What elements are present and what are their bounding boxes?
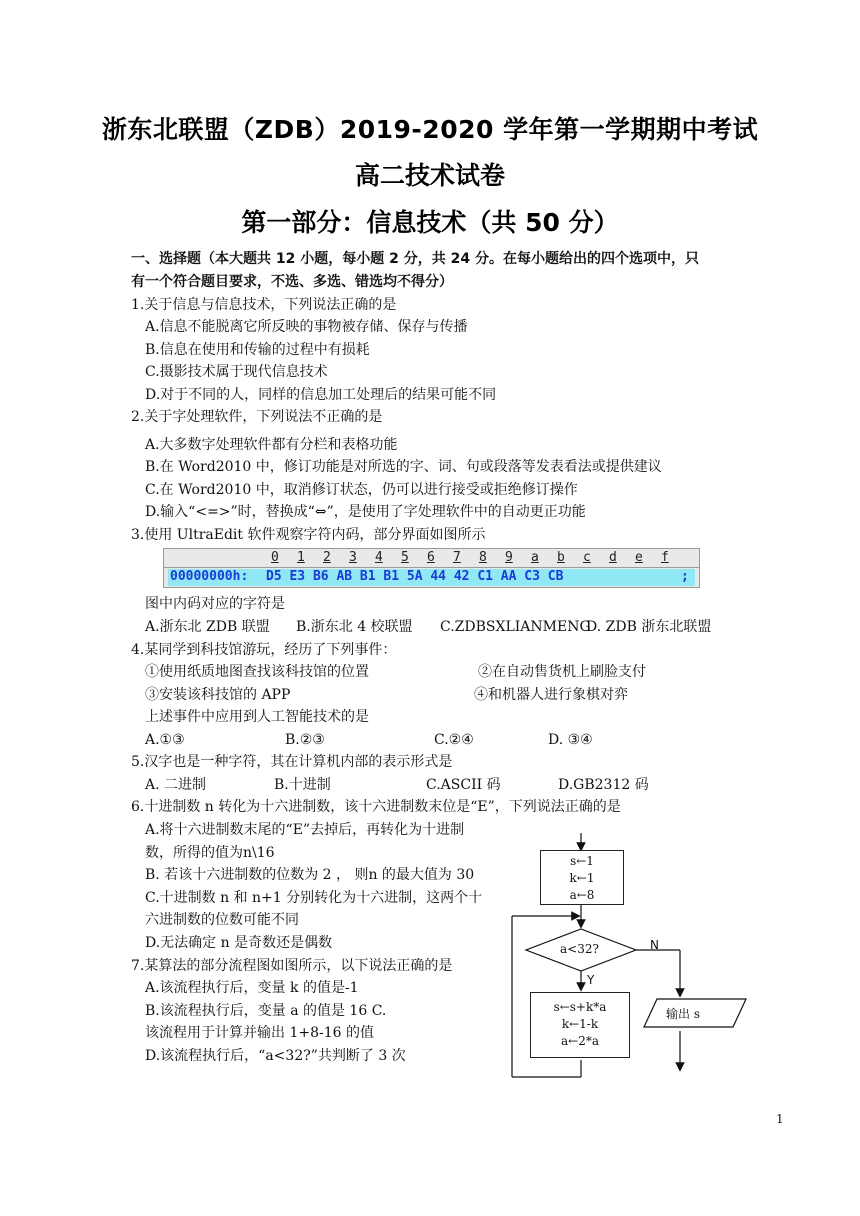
hex-col-8: 8 bbox=[479, 550, 487, 565]
hex-col-0: 0 bbox=[271, 550, 279, 565]
hex-bytes: D5 E3 B6 AB B1 B1 5A 44 42 C1 AA C3 CB bbox=[266, 569, 564, 584]
q3-option-d: D. ZDB 浙东北联盟 bbox=[586, 619, 712, 635]
flowchart-body-line-1: s←s+k*a bbox=[553, 1000, 607, 1014]
q7-option-d: D.该流程执行后，“a<32?”共判断了 3 次 bbox=[145, 1048, 406, 1064]
q4-event-2: ②在自动售货机上刷脸支付 bbox=[478, 664, 646, 680]
hex-col-9: 9 bbox=[505, 550, 513, 565]
q3-option-a: A.浙东北 ZDB 联盟 bbox=[145, 619, 270, 635]
hex-col-d: d bbox=[609, 550, 617, 565]
part-title: 第一部分：信息技术（共 50 分） bbox=[241, 208, 619, 237]
hex-address: 00000000h: bbox=[170, 569, 249, 584]
hex-col-5: 5 bbox=[401, 550, 409, 565]
q7-option-c: 该流程用于计算并输出 1+8-16 的值 bbox=[145, 1025, 374, 1041]
q6-option-c-line2: 六进制数的位数可能不同 bbox=[145, 912, 299, 928]
q2-stem: 2.关于字处理软件，下列说法不正确的是 bbox=[131, 409, 383, 425]
q1-option-b: B.信息在使用和传输的过程中有损耗 bbox=[145, 342, 370, 358]
hex-col-6: 6 bbox=[427, 550, 435, 565]
flowchart-init-line-3: a←8 bbox=[569, 888, 595, 902]
q5-option-c: C.ASCII 码 bbox=[426, 777, 501, 793]
flowchart-body-line-3: a←2*a bbox=[561, 1034, 599, 1048]
q4-subquestion: 上述事件中应用到人工智能技术的是 bbox=[145, 709, 369, 725]
hex-col-7: 7 bbox=[453, 550, 461, 565]
q3-subquestion: 图中内码对应的字符是 bbox=[145, 596, 285, 612]
q2-option-b: B.在 Word2010 中，修订功能是对所选的字、词、句或段落等发表看法或提供建议 bbox=[145, 459, 662, 475]
q2-option-c: C.在 Word2010 中，取消修订状态，仍可以进行接受或拒绝修订操作 bbox=[145, 482, 578, 498]
hex-col-1: 1 bbox=[297, 550, 305, 565]
q7-option-a: A.该流程执行后，变量 k 的值是-1 bbox=[145, 980, 359, 996]
hex-col-a: a bbox=[531, 550, 539, 565]
q4-option-b: B.②③ bbox=[285, 732, 325, 748]
q6-option-a-line1: A.将十六进制数末尾的“E”去掉后，再转化为十进制 bbox=[145, 822, 465, 838]
hex-ascii-end: ; bbox=[681, 569, 689, 584]
hex-col-e: e bbox=[635, 550, 643, 565]
q6-stem: 6.十进制数 n 转化为十六进制数，该十六进制数末位是“E”，下列说法正确的是 bbox=[131, 799, 621, 815]
q7-option-b: B.该流程执行后，变量 a 的值是 16 C. bbox=[145, 1003, 387, 1019]
q1-stem: 1.关于信息与信息技术，下列说法正确的是 bbox=[131, 297, 397, 313]
q5-option-b: B.十进制 bbox=[274, 777, 331, 793]
exam-subtitle: 高二技术试卷 bbox=[354, 161, 505, 190]
flowchart-init-box bbox=[540, 850, 624, 905]
section-instruction-line1: 一、选择题（本大题共 12 小题，每小题 2 分，共 24 分。在每小题给出的四个选项中，只 bbox=[131, 251, 699, 267]
hex-col-3: 3 bbox=[349, 550, 357, 565]
hex-col-2: 2 bbox=[323, 550, 331, 565]
flowchart-body-line-2: k←1-k bbox=[561, 1017, 599, 1031]
q4-stem: 4.某同学到科技馆游玩，经历了下列事件： bbox=[131, 642, 397, 658]
page-number: 1 bbox=[776, 1112, 784, 1126]
q1-option-a: A.信息不能脱离它所反映的事物被存储、保存与传播 bbox=[145, 319, 468, 335]
q5-stem: 5.汉字也是一种字符，其在计算机内部的表示形式是 bbox=[131, 754, 453, 770]
q2-option-a: A.大多数字处理软件都有分栏和表格功能 bbox=[145, 437, 398, 453]
q1-option-c: C.摄影技术属于现代信息技术 bbox=[145, 364, 328, 380]
q3-option-c: C.ZDBSXLIANMENG bbox=[440, 619, 591, 635]
flowchart-condition: a<32? bbox=[560, 942, 599, 956]
flowchart-init-line-2: k←1 bbox=[569, 871, 595, 885]
hex-col-b: b bbox=[557, 550, 565, 565]
q4-event-4: ④和机器人进行象棋对弈 bbox=[474, 687, 628, 703]
q3-option-b: B.浙东北 4 校联盟 bbox=[296, 619, 413, 635]
q2-option-d: D.输入“<=>”时，替换成“⇔”，是使用了字处理软件中的自动更正功能 bbox=[145, 504, 586, 520]
hex-col-c: c bbox=[583, 550, 591, 565]
q4-option-a: A.①③ bbox=[145, 732, 185, 748]
q5-option-a: A. 二进制 bbox=[145, 777, 207, 793]
exam-title: 浙东北联盟（ZDB）2019-2020 学年第一学期期中考试 bbox=[101, 115, 759, 144]
q4-event-3: ③安装该科技馆的 APP bbox=[145, 687, 291, 703]
hex-col-f: f bbox=[661, 550, 669, 565]
flowchart-loop-body bbox=[530, 992, 630, 1058]
q6-option-c-line1: C.十进制数 n 和 n+1 分别转化为十六进制，这两个十 bbox=[145, 890, 483, 906]
q1-option-d: D.对于不同的人，同样的信息加工处理后的结果可能不同 bbox=[145, 387, 497, 403]
flowchart-init-line-1: s←1 bbox=[570, 854, 594, 868]
q6-option-d: D.无法确定 n 是奇数还是偶数 bbox=[145, 935, 333, 951]
q6-option-b: B. 若该十六进制数的位数为 2 ， 则n 的最大值为 30 bbox=[145, 867, 475, 883]
q3-stem: 3.使用 UltraEdit 软件观察字符内码，部分界面如图所示 bbox=[131, 527, 486, 543]
q4-event-1: ①使用纸质地图查找该科技馆的位置 bbox=[145, 664, 369, 680]
q4-option-d: D. ③④ bbox=[548, 732, 593, 748]
section-instruction-line2: 有一个符合题目要求，不选、多选、错选均不得分） bbox=[131, 274, 453, 290]
flowchart-no-label: N bbox=[650, 938, 659, 952]
q7-stem: 7.某算法的部分流程图如图所示，以下说法正确的是 bbox=[131, 958, 453, 974]
q5-option-d: D.GB2312 码 bbox=[558, 777, 649, 793]
q4-option-c: C.②④ bbox=[434, 732, 474, 748]
hex-col-4: 4 bbox=[375, 550, 383, 565]
flowchart-output: 输出 s bbox=[666, 1007, 700, 1021]
q6-option-a-line2: 数，所得的值为n\16 bbox=[145, 845, 275, 861]
flowchart-yes-label: Y bbox=[587, 973, 595, 987]
